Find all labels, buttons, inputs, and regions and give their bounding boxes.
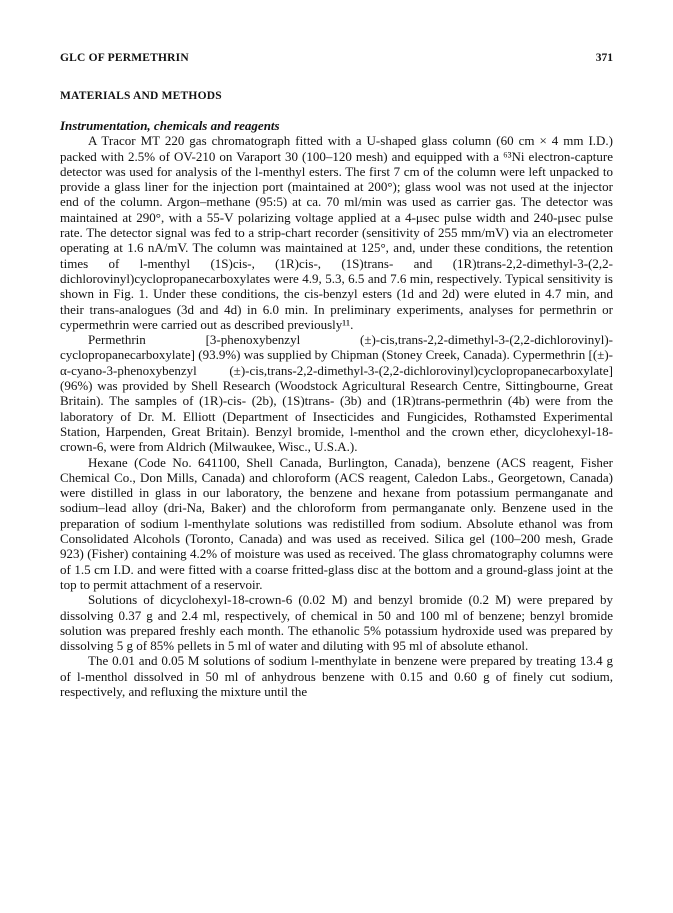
section-heading: MATERIALS AND METHODS (60, 90, 222, 102)
page-header (60, 52, 613, 70)
paragraph-solutions: Solutions of dicyclohexyl-18-crown-6 (0.02 M) and benzyl bromide (0.2 M) were prepared by dissolving 0.37 g and 2.4 ml, respectively, of chemical in 50 and 100 ml of benzene; benzyl bromide solution was prepared freshly each month. The ethanolic 5% potassium hydroxide used was prepared by dissolving 5 g of 85% pellets in 5 ml of water and diluting with 95 ml of absolute ethanol. (60, 592, 613, 654)
paragraph-solvents: Hexane (Code No. 641100, Shell Canada, Burlington, Canada), benzene (ACS reagent, Fisher Chemical Co., Don Mills, Canada) and chloroform (ACS reagent, Caledon Labs., Georgetown, Canada) were distilled in glass in our laboratory, the benzene and hexane from potassium permanganate and sodium–lead alloy (dri-Na, Baker) and the chloroform from permanganate only. Benzene used in the preparation of sodium l-menthylate solutions was redistilled from sodium. Absolute ethanol was from Consolidated Alcohols (Toronto, Canada) and was used as received. Silica gel (100–200 mesh, Grade 923) (Fisher) containing 4.2% of moisture was used as received. The glass chromatography columns were of 1.5 cm I.D. and were fitted with a coarse fritted-glass disc at the bottom and a ground-glass joint at the top to permit attachment of a reservoir. (60, 454, 613, 592)
subsection-heading: Instrumentation, chemicals and reagents (60, 118, 280, 133)
running-head: GLC OF PERMETHRIN (60, 52, 189, 64)
body-text (60, 118, 613, 699)
paragraph-instrumentation: A Tracor MT 220 gas chromatograph fitted with a U-shaped glass column (60 cm × 4 mm I.D.) packed with 2.5% of OV-210 on Varaport 30 (100–120 mesh) and equipped with a ⁶³Ni electron-capture detector was used for analysis of the l-menthyl esters. The first 7 cm of the column were left unpacked to provide a glass liner for the injection port (maintained at 200°); glass wool was not used at the injector end of the column. Argon–methane (95:5) at ca. 70 ml/min was used as carrier gas. The detector was maintained at 290°, with a 55-V polarizing voltage applied at a 4-μsec pulse width and 240-μsec pulse rate. The detector signal was fed to a strip-chart recorder (sensitivity of 255 mm/mV) via an electrometer operating at 1.6 nA/mV. The column was maintained at 125°, and, under these conditions, the retention times of l-menthyl (1S)cis-, (1R)cis-, (1S)trans- and (1R)trans-2,2-dimethyl-3-(2,2-dichlorovinyl)cyclopropanecarboxylates were 4.9, 5.3, 6.5 and 7.6 min, respectively. Typical sensitivity is shown in Fig. 1. Under these conditions, the cis-benzyl esters (1d and 2d) were eluted in 4.7 min, and their trans-analogues (3d and 4d) in 6.0 min. In preliminary experiments, analyses for permethrin or cypermethrin were carried out as described previously¹¹. (60, 133, 613, 332)
paragraph-menthylate: The 0.01 and 0.05 M solutions of sodium l-menthylate in benzene were prepared by treating 13.4 g of l-menthol dissolved in 50 ml of anhydrous benzene with 0.15 and 0.60 g of finely cut sodium, respectively, and refluxing the mixture until the (60, 653, 613, 699)
page-number: 371 (595, 52, 613, 64)
paragraph-permethrin: Permethrin [3-phenoxybenzyl (±)-cis,trans-2,2-dimethyl-3-(2,2-dichlorovinyl)-cyclopropanecarboxylate] (93.9%) was supplied by Chipman (Stoney Creek, Canada). Cypermethrin [(±)-α-cyano-3-phenoxybenzyl (±)-cis,trans-2,2-dimethyl-3-(2,2-dichlorovinyl)cyclopropanecarboxylate] (96%) was provided by Shell Research (Woodstock Agricultural Research Centre, Sittingbourne, Great Britain). The samples of (1R)-cis- (2b), (1S)trans- (3b) and (1R)trans-permethrin (4b) were from the laboratory of Dr. M. Elliott (Department of Insecticides and Fungicides, Rothamsted Experimental Station, Harpenden, Great Britain). Benzyl bromide, l-menthol and the crown ether, dicyclohexyl-18-crown-6, were from Aldrich (Milwaukee, Wisc., U.S.A.). (60, 332, 613, 455)
